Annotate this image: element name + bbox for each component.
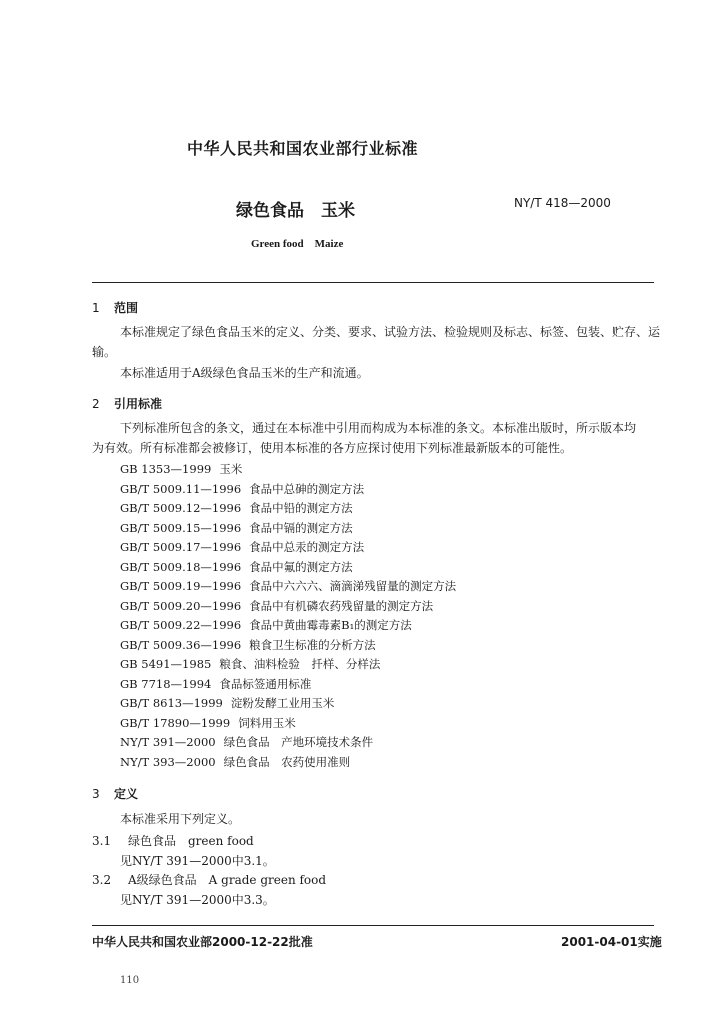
approval-note: 中华人民共和国农业部2000-12-22批准 bbox=[92, 935, 313, 949]
reference-title: 玉米 bbox=[219, 462, 243, 476]
english-title: Green food Maize bbox=[251, 238, 344, 250]
reference-row bbox=[120, 714, 456, 734]
reference-code: NY/T 393—2000 bbox=[120, 754, 216, 769]
reference-row bbox=[120, 499, 456, 519]
section-title: 引用标准 bbox=[114, 397, 163, 411]
section-1-para-1: 本标准规定了绿色食品玉米的定义、分类、要求、试验方法、检验规则及标志、标签、包装、贮存、运 bbox=[120, 325, 661, 339]
section-3-heading bbox=[92, 785, 138, 802]
reference-code: GB 1353—1999 bbox=[120, 462, 212, 476]
section-title: 范围 bbox=[114, 301, 139, 315]
definition-number: 3.1 bbox=[92, 834, 112, 848]
section-title: 定义 bbox=[114, 787, 139, 801]
reference-title: 绿色食品 产地环境技术条件 bbox=[223, 735, 374, 749]
reference-code: GB/T 5009.18—1996 bbox=[120, 559, 242, 574]
reference-row bbox=[120, 538, 456, 558]
reference-row bbox=[120, 480, 456, 500]
issuing-organization: 中华人民共和国农业部行业标准 bbox=[187, 139, 419, 158]
reference-code: GB/T 5009.19—1996 bbox=[120, 579, 242, 593]
section-1-para-2: 本标准适用于A级绿色食品玉米的生产和流通。 bbox=[120, 366, 369, 380]
referenced-standards-list bbox=[120, 460, 456, 772]
reference-title: 饲料用玉米 bbox=[238, 715, 296, 730]
reference-row bbox=[120, 675, 456, 695]
reference-title: 食品中总汞的测定方法 bbox=[249, 540, 365, 554]
reference-title: 食品中总砷的测定方法 bbox=[249, 481, 365, 496]
definition-number: 3.2 bbox=[92, 873, 112, 887]
reference-row bbox=[120, 753, 456, 773]
reference-row bbox=[120, 616, 456, 636]
section-3-intro: 本标准采用下列定义。 bbox=[120, 812, 241, 826]
definition-3-2 bbox=[92, 871, 326, 888]
reference-code: GB/T 5009.12—1996 bbox=[120, 501, 242, 515]
reference-title: 粮食卫生标准的分析方法 bbox=[249, 637, 376, 652]
header-divider bbox=[92, 282, 654, 283]
implementation-date: 2001-04-01实施 bbox=[561, 935, 662, 949]
reference-code: GB 7718—1994 bbox=[120, 676, 212, 691]
reference-code: GB/T 5009.17—1996 bbox=[120, 540, 242, 554]
reference-title: 粮食、油料检验 扦样、分样法 bbox=[219, 657, 381, 671]
definition-term: A级绿色食品 A grade green food bbox=[128, 873, 327, 887]
reference-title: 食品中铅的测定方法 bbox=[249, 501, 353, 515]
reference-code: GB 5491—1985 bbox=[120, 657, 212, 671]
definition-3-1-ref: 见NY/T 391—2000中3.1。 bbox=[120, 854, 275, 868]
reference-code: NY/T 391—2000 bbox=[120, 735, 216, 749]
reference-code: GB/T 5009.36—1996 bbox=[120, 637, 242, 652]
section-1-para-1-cont: 输。 bbox=[92, 345, 117, 359]
section-2-para-1-cont: 为有效。所有标准都会被修订，使用本标准的各方应探讨使用下列标准最新版本的可能性。 bbox=[92, 441, 573, 455]
reference-row bbox=[120, 558, 456, 578]
section-2-para-1: 下列标准所包含的条文，通过在本标准中引用而构成为本标准的条文。本标准出版时，所示版本均 bbox=[120, 421, 637, 435]
section-number: 3 bbox=[92, 787, 100, 801]
reference-title: 食品标签通用标准 bbox=[219, 676, 312, 691]
reference-title: 食品中六六六、滴滴涕残留量的测定方法 bbox=[249, 579, 457, 593]
reference-title: 食品中氟的测定方法 bbox=[249, 559, 353, 574]
reference-row bbox=[120, 519, 456, 539]
reference-code: GB/T 8613—1999 bbox=[120, 696, 223, 710]
reference-code: GB/T 17890—1999 bbox=[120, 715, 231, 730]
reference-row bbox=[120, 577, 456, 597]
reference-row bbox=[120, 655, 456, 675]
reference-code: GB/T 5009.11—1996 bbox=[120, 481, 242, 496]
definition-3-2-ref: 见NY/T 391—2000中3.3。 bbox=[120, 893, 275, 907]
section-number: 2 bbox=[92, 397, 100, 411]
page-number: 110 bbox=[120, 975, 140, 986]
document-title: 绿色食品 玉米 bbox=[236, 201, 355, 221]
reference-row bbox=[120, 636, 456, 656]
reference-row bbox=[120, 694, 456, 714]
standard-number: NY/T 418—2000 bbox=[514, 196, 611, 210]
reference-row bbox=[120, 460, 456, 480]
reference-row bbox=[120, 733, 456, 753]
reference-title: 绿色食品 农药使用准则 bbox=[223, 754, 351, 769]
footer-divider bbox=[92, 925, 654, 926]
reference-title: 食品中黄曲霉毒素B₁的测定方法 bbox=[249, 618, 412, 632]
reference-title: 食品中有机磷农药残留量的测定方法 bbox=[249, 598, 434, 613]
section-1-heading bbox=[92, 299, 138, 316]
reference-code: GB/T 5009.15—1996 bbox=[120, 520, 242, 535]
reference-code: GB/T 5009.20—1996 bbox=[120, 598, 242, 613]
definition-term: 绿色食品 green food bbox=[128, 834, 254, 848]
reference-title: 食品中镉的测定方法 bbox=[249, 520, 353, 535]
reference-code: GB/T 5009.22—1996 bbox=[120, 618, 242, 632]
section-2-heading bbox=[92, 395, 162, 412]
section-number: 1 bbox=[92, 301, 100, 315]
definition-3-1 bbox=[92, 832, 254, 849]
reference-row bbox=[120, 597, 456, 617]
reference-title: 淀粉发酵工业用玉米 bbox=[230, 696, 335, 710]
